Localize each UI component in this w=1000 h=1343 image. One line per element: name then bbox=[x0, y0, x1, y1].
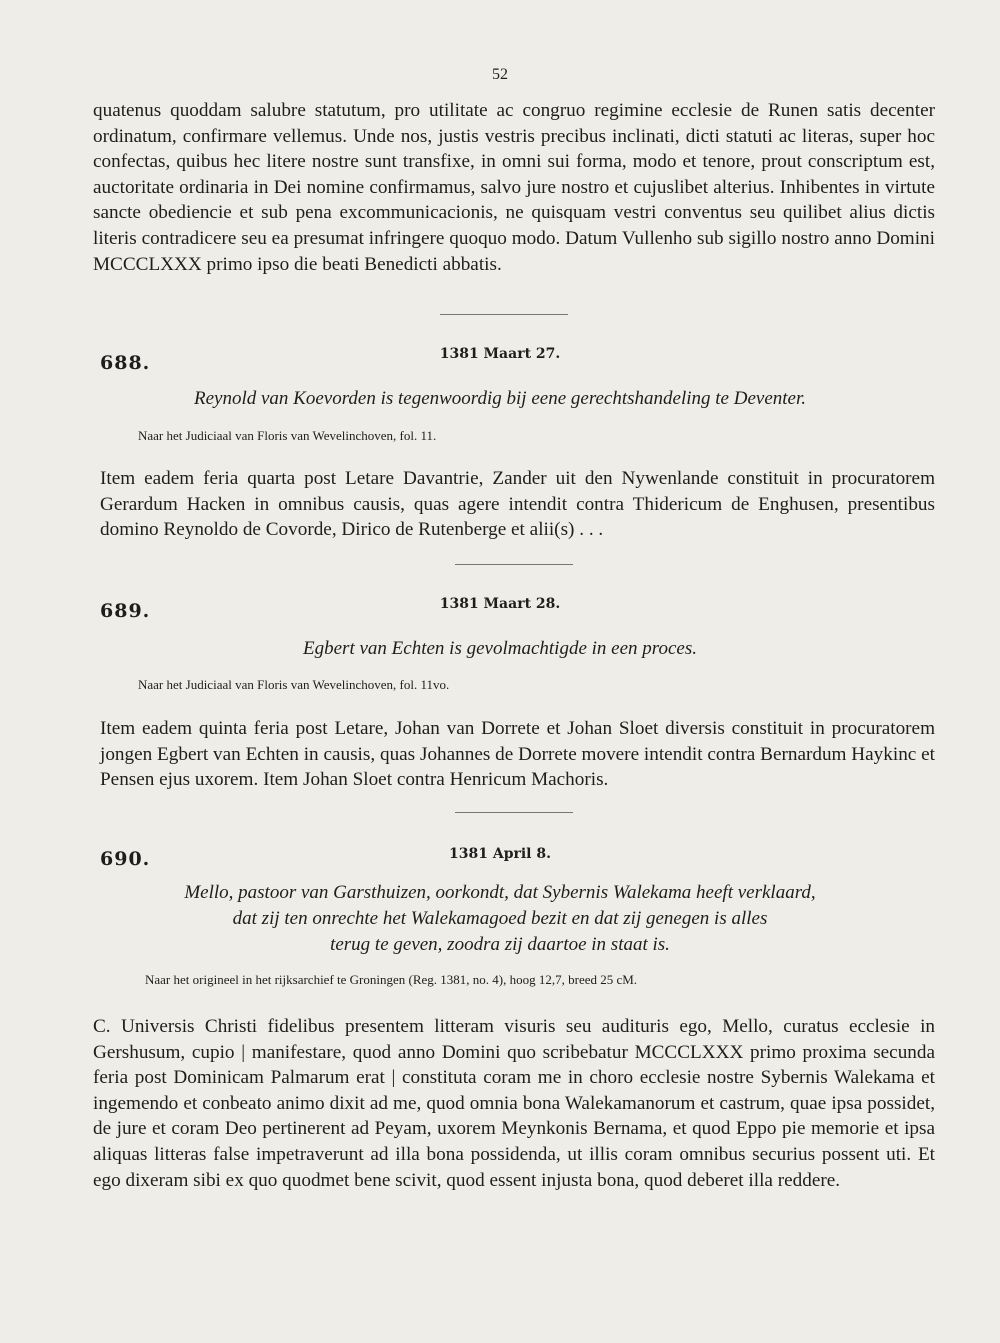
entry-source: Naar het Judiciaal van Floris van Wevelinchoven, fol. 11. bbox=[138, 428, 437, 443]
entry-source: Naar het origineel in het rijksarchief te Groningen (Reg. 1381, no. 4), hoog 12,7, breed 25 cM. bbox=[145, 972, 638, 987]
entry-date: 1381 Maart 27. bbox=[439, 346, 561, 362]
entry-date: 1381 April 8. bbox=[449, 846, 551, 862]
entry-date: 1381 Maart 28. bbox=[439, 596, 561, 612]
summary-line: terug te geven, zoodra zij daartoe in staat is. bbox=[330, 934, 670, 955]
section-divider bbox=[455, 564, 573, 565]
summary-line: Egbert van Echten is gevolmachtigde in een proces. bbox=[303, 638, 697, 659]
continuation-paragraph: quatenus quoddam salubre statutum, pro utilitate ac congruo regimine ecclesie de Runen satis decenter ordinatum, confirmare vellemus. Unde nos, justis vestris precibus inclinati, dicti statuti ac literas, super hoc confectas, quibus hec litere nostre sunt transfixe, in omni sui forma, modo et tenore, prout conscriptum est, auctoritate ordinaria in Dei nomine confirmamus, salvo jure nostro et cujuslibet alterius. Inhibentes in virtute sancte obediencie et sub pena excommunicacionis, ne quisquam vestri conventus seu quilibet alius dictis literis contradicere seu ea presumat infringere quoquo modo. Datum Vullenho sub sigillo nostro anno Domini MCCCLXXX primo ipso die beati Benedicti abbatis. bbox=[93, 100, 935, 275]
entry-summary bbox=[0, 880, 1000, 958]
summary-line: Reynold van Koevorden is tegenwoordig bij eene gerechtshandeling te Deventer. bbox=[193, 388, 807, 409]
section-divider bbox=[440, 314, 568, 315]
entry-summary bbox=[0, 636, 1000, 662]
entry-number: 690. bbox=[100, 848, 151, 870]
entry-summary bbox=[0, 386, 1000, 412]
entry-text: Item eadem quinta feria post Letare, Johan van Dorrete et Johan Sloet diversis constituit in procuratorem jongen Egbert van Echten in causis, quas Johannes de Dorrete movere intendit contra Bernardum Haykinc et Pensen ejus uxorem. Item Johan Sloet contra Henricum Machoris. bbox=[100, 718, 935, 791]
page-number: 52 bbox=[492, 66, 508, 83]
entry-text: C. Universis Christi fidelibus presentem litteram visuris seu audituris ego, Mello, curatus ecclesie in Gershusum, cupio | manifestare, quod anno Domini quo scribebatur MCCCLXXX primo proxima secunda feria post Dominicam Palmarum erat | constituta coram me in choro ecclesie nostre Sybernis Walekama et ingemendo et conbeato animo dixit ad me, quod omnia bona Walekamanorum et castrum, quae ipsa possidet, de jure et coram Deo pertinerent ad Peyam, uxorem Meynkonis Bernama, et quod Eppo pie memorie et ipsa aliquas litteras false impetraverunt ad illa bona possidenda, ut illis coram omnibus securius possent uti. Et ego dixeram sibi ex quo quodmet bene scivit, quod essent injusta bona, quod deberet illa reddere. bbox=[93, 1016, 935, 1191]
section-divider bbox=[455, 812, 573, 813]
entry-number: 688. bbox=[100, 352, 151, 374]
entry-text: Item eadem feria quarta post Letare Davantrie, Zander uit den Nywenlande constituit in procuratorem Gerardum Hacken in omnibus causis, quas agere intendit contra Thidericum de Enghusen, presentibus domino Reynoldo de Covorde, Dirico de Rutenberge et alii(s) . . . bbox=[100, 468, 935, 541]
summary-line: Mello, pastoor van Garsthuizen, oorkondt, dat Sybernis Walekama heeft verklaard, bbox=[184, 882, 816, 903]
entry-number: 689. bbox=[100, 600, 151, 622]
summary-line: dat zij ten onrechte het Walekamagoed bezit en dat zij genegen is alles bbox=[232, 908, 768, 929]
entry-source: Naar het Judiciaal van Floris van Wevelinchoven, fol. 11vo. bbox=[138, 677, 450, 692]
